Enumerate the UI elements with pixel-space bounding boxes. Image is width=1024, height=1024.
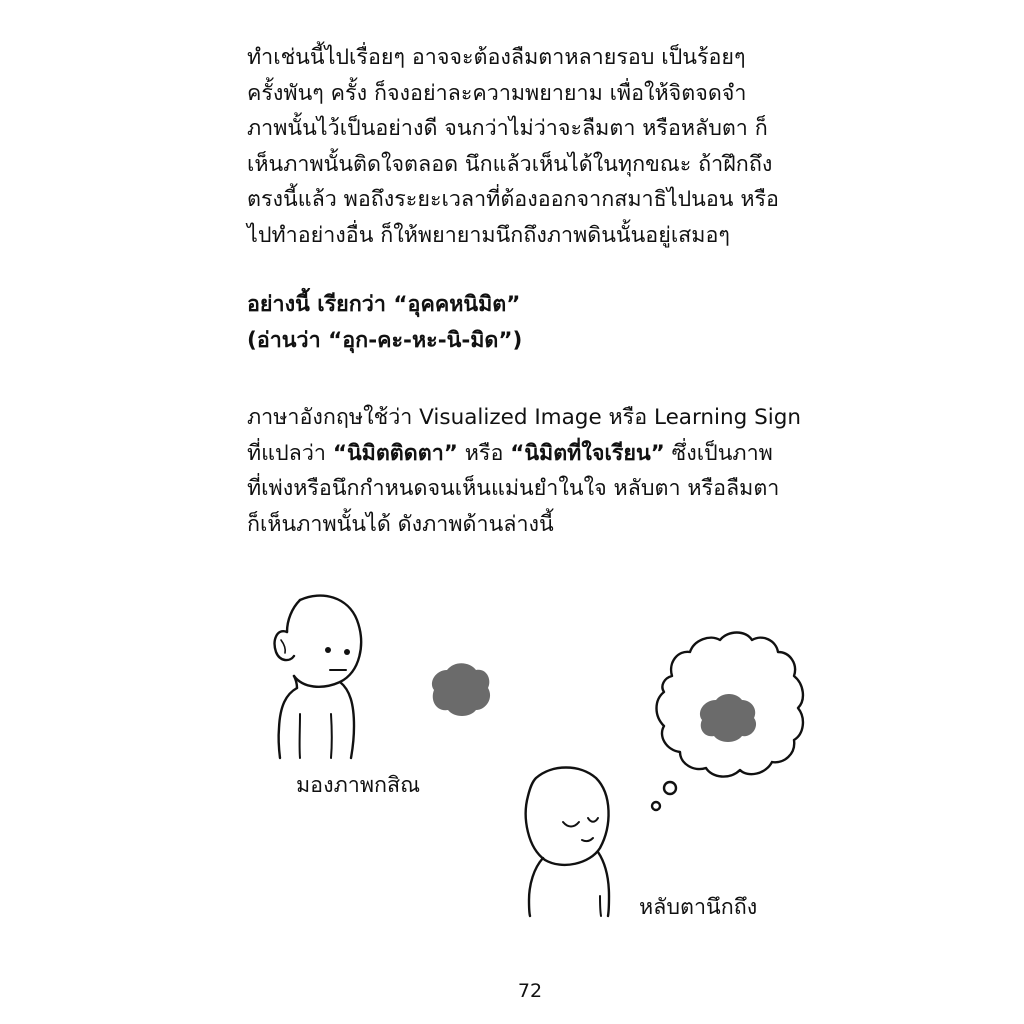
eye-dot [344,649,350,655]
paragraph-definition [247,400,811,542]
body-left [279,688,297,758]
thought-dot-small [652,802,660,810]
paragraph-line: ภาษาอังกฤษใช้ว่า Visualized Image หรือ Learning Sign [247,405,802,430]
person-eyes-closed-illustration [526,768,609,917]
paragraph-line: ทำเช่นนี้ไปเรื่อยๆ อาจจะต้องลืมตาหลายรอบ เป็นร้อยๆ [247,45,746,70]
paragraph-line: เห็นภาพนั้นติดใจตลอด นึกแล้วเห็นได้ในทุกขณะ ถ้าฝึกถึง [247,151,773,177]
body-right [340,682,354,758]
person-looking-illustration [275,596,361,758]
paragraph-intro [247,40,811,254]
text-run: ซึ่งเป็นภาพ [664,440,773,466]
kasina-disc [432,663,490,716]
heading-pronunciation: (อ่านว่า “อุก-คะ-หะ-นิ-มิด”) [247,327,523,353]
closed-eye-left [563,822,579,827]
caption-looking: มองภาพกสิณ [296,773,421,798]
text-run: หรือ [457,440,511,466]
paragraph-line: ที่เพ่งหรือนึกกำหนดจนเห็นแม่นยำในใจ หลับตา หรือลืมตา [247,476,780,502]
bold-term-nimit-jai-rian: “นิมิตที่ใจเรียน” [510,440,665,466]
page-number: 72 [517,980,543,1002]
paragraph-line: ภาพนั้นไว้เป็นอย่างดี จนกว่าไม่ว่าจะลืมตา หรือหลับตา ก็ [247,116,768,142]
text-run: ที่แปลว่า [247,440,333,466]
bold-term-nimit-tidta: “นิมิตติดตา” [332,440,458,466]
kasina-disc-imagined [700,694,756,742]
head-outline [294,596,361,687]
paragraph-line: ก็เห็นภาพนั้นได้ ดังภาพด้านล่างนี้ [247,511,554,537]
closed-eye-right [588,818,598,822]
head-outline [526,768,609,865]
ear-outline [275,631,294,660]
caption-eyes-closed: หลับตานึกถึง [639,895,758,920]
body-left [529,858,543,916]
paragraph-line: ไปทำอย่างอื่น ก็ให้พยายามนึกถึงภาพดินนั้นอยู่เสมอๆ [247,222,730,248]
heading-term: อย่างนี้ เรียกว่า “อุคคหนิมิต” [247,292,521,317]
eye-dot [325,647,331,653]
paragraph-line: ครั้งพันๆ ครั้ง ก็จงอย่าละความพยายาม เพื่อให้จิตจดจำ [247,80,747,106]
thought-dot-large [664,782,676,794]
paragraph-line [247,436,811,472]
body-right [598,852,609,916]
thought-bubble [652,633,803,811]
section-heading [247,287,811,358]
paragraph-line: ตรงนี้แล้ว พอถึงระยะเวลาที่ต้องออกจากสมาธิไปนอน หรือ [247,187,779,213]
